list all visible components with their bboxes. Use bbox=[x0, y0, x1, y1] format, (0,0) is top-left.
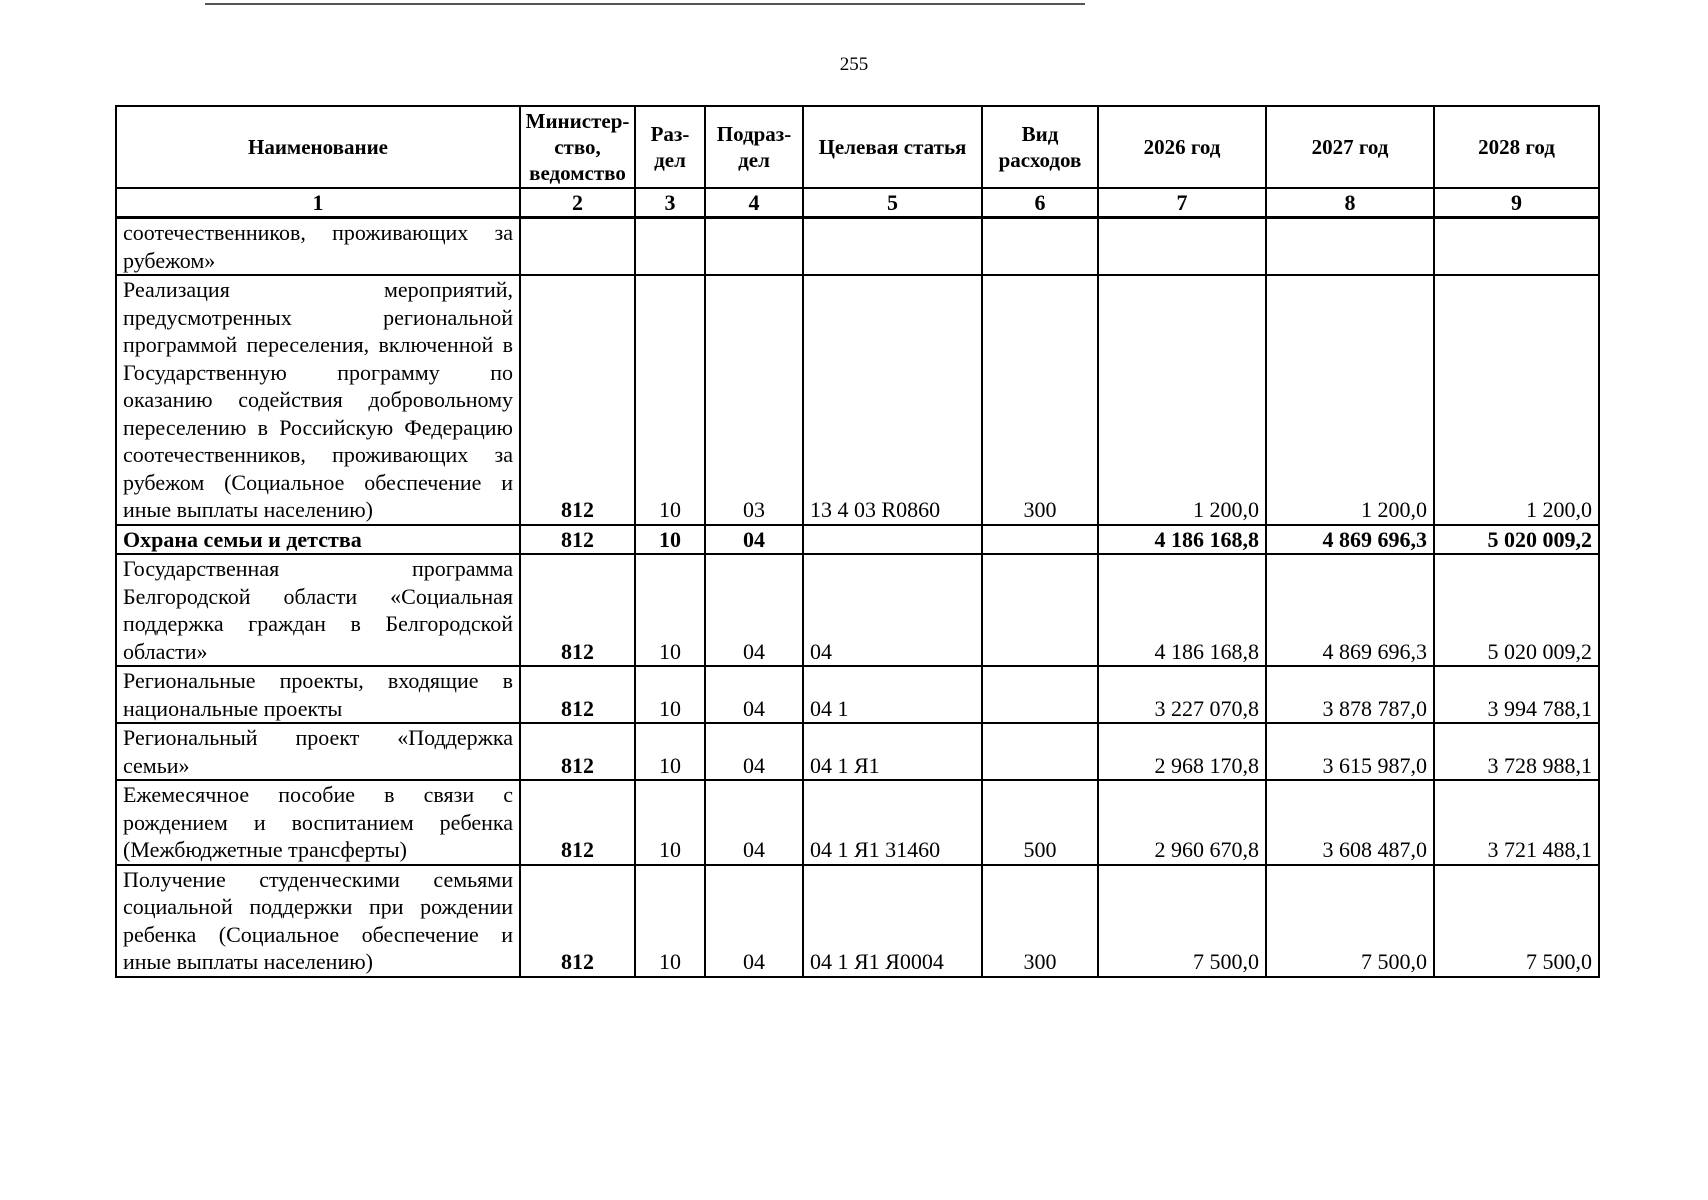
row-subsection: 03 bbox=[705, 275, 803, 525]
row-name: Получение студенческими семьями социальной поддержки при рождении ребенка (Социальное обеспечение и иные выплаты населению) bbox=[116, 865, 520, 977]
top-rule bbox=[205, 3, 1085, 5]
row-ministry bbox=[520, 218, 635, 276]
row-2028: 5 020 009,2 bbox=[1434, 525, 1599, 555]
row-2027: 4 869 696,3 bbox=[1266, 525, 1434, 555]
column-number: 6 bbox=[982, 188, 1098, 218]
table-row bbox=[116, 723, 1599, 780]
column-number: 9 bbox=[1434, 188, 1599, 218]
column-number: 4 bbox=[705, 188, 803, 218]
row-target: 04 bbox=[803, 554, 982, 666]
row-name: соотечественников, проживающих за рубежом» bbox=[116, 218, 520, 276]
header-row bbox=[116, 106, 1599, 188]
row-subsection: 04 bbox=[705, 723, 803, 780]
row-name: Реализация мероприятий, предусмотренных региональной программой переселения, включенной в Государственную программу по оказанию содействия добровольному переселению в Российскую Федерацию соотечественников, проживающих за рубежом (Социальное обеспечение и иные выплаты населению) bbox=[116, 275, 520, 525]
table-row bbox=[116, 865, 1599, 977]
row-2028 bbox=[1434, 218, 1599, 276]
row-section: 10 bbox=[635, 275, 705, 525]
row-2026: 1 200,0 bbox=[1098, 275, 1266, 525]
row-section: 10 bbox=[635, 780, 705, 865]
header-2027: 2027 год bbox=[1266, 106, 1434, 188]
row-name: Ежемесячное пособие в связи с рождением и воспитанием ребенка (Межбюджетные трансферты) bbox=[116, 780, 520, 865]
row-type: 300 bbox=[982, 275, 1098, 525]
row-name: Региональный проект «Поддержка семьи» bbox=[116, 723, 520, 780]
column-number: 2 bbox=[520, 188, 635, 218]
row-2027: 3 608 487,0 bbox=[1266, 780, 1434, 865]
row-target: 04 1 Я1 31460 bbox=[803, 780, 982, 865]
row-ministry: 812 bbox=[520, 780, 635, 865]
row-section: 10 bbox=[635, 723, 705, 780]
row-type: 500 bbox=[982, 780, 1098, 865]
row-2026: 2 968 170,8 bbox=[1098, 723, 1266, 780]
row-2026: 7 500,0 bbox=[1098, 865, 1266, 977]
row-type bbox=[982, 723, 1098, 780]
table-row bbox=[116, 780, 1599, 865]
row-ministry: 812 bbox=[520, 275, 635, 525]
row-subsection: 04 bbox=[705, 554, 803, 666]
table-row bbox=[116, 218, 1599, 276]
column-number: 7 bbox=[1098, 188, 1266, 218]
row-2028: 3 728 988,1 bbox=[1434, 723, 1599, 780]
row-2027: 3 878 787,0 bbox=[1266, 666, 1434, 723]
table-row-section bbox=[116, 525, 1599, 555]
row-section bbox=[635, 218, 705, 276]
row-section: 10 bbox=[635, 666, 705, 723]
budget-table bbox=[115, 105, 1600, 978]
row-name: Региональные проекты, входящие в национальные проекты bbox=[116, 666, 520, 723]
row-2027: 3 615 987,0 bbox=[1266, 723, 1434, 780]
row-2028: 7 500,0 bbox=[1434, 865, 1599, 977]
row-ministry: 812 bbox=[520, 554, 635, 666]
row-2027: 1 200,0 bbox=[1266, 275, 1434, 525]
row-2028: 1 200,0 bbox=[1434, 275, 1599, 525]
row-target: 04 1 bbox=[803, 666, 982, 723]
row-subsection: 04 bbox=[705, 780, 803, 865]
table-row bbox=[116, 275, 1599, 525]
row-type bbox=[982, 218, 1098, 276]
row-name: Государственная программа Белгородской области «Социальная поддержка граждан в Белгородской области» bbox=[116, 554, 520, 666]
row-2026: 4 186 168,8 bbox=[1098, 554, 1266, 666]
row-2028: 3 994 788,1 bbox=[1434, 666, 1599, 723]
header-section: Раз-дел bbox=[635, 106, 705, 188]
row-2027: 7 500,0 bbox=[1266, 865, 1434, 977]
page-number: 255 bbox=[839, 54, 869, 75]
column-number: 1 bbox=[116, 188, 520, 218]
row-subsection: 04 bbox=[705, 525, 803, 555]
row-subsection: 04 bbox=[705, 666, 803, 723]
row-type: 300 bbox=[982, 865, 1098, 977]
row-2026: 3 227 070,8 bbox=[1098, 666, 1266, 723]
row-2026: 4 186 168,8 bbox=[1098, 525, 1266, 555]
column-number: 8 bbox=[1266, 188, 1434, 218]
row-type bbox=[982, 525, 1098, 555]
row-subsection: 04 bbox=[705, 865, 803, 977]
header-target: Целевая статья bbox=[803, 106, 982, 188]
row-type bbox=[982, 666, 1098, 723]
header-2026: 2026 год bbox=[1098, 106, 1266, 188]
row-target bbox=[803, 218, 982, 276]
row-type bbox=[982, 554, 1098, 666]
row-section: 10 bbox=[635, 865, 705, 977]
row-section: 10 bbox=[635, 525, 705, 555]
header-ministry: Министер-ство, ведомство bbox=[520, 106, 635, 188]
row-target: 04 1 Я1 bbox=[803, 723, 982, 780]
row-2026: 2 960 670,8 bbox=[1098, 780, 1266, 865]
row-2027 bbox=[1266, 218, 1434, 276]
row-name: Охрана семьи и детства bbox=[116, 525, 520, 555]
row-target: 13 4 03 R0860 bbox=[803, 275, 982, 525]
row-subsection bbox=[705, 218, 803, 276]
table-row bbox=[116, 554, 1599, 666]
row-ministry: 812 bbox=[520, 525, 635, 555]
header-2028: 2028 год bbox=[1434, 106, 1599, 188]
column-number: 5 bbox=[803, 188, 982, 218]
row-section: 10 bbox=[635, 554, 705, 666]
row-target: 04 1 Я1 Я0004 bbox=[803, 865, 982, 977]
row-ministry: 812 bbox=[520, 666, 635, 723]
row-2028: 3 721 488,1 bbox=[1434, 780, 1599, 865]
row-2026 bbox=[1098, 218, 1266, 276]
column-number-row bbox=[116, 188, 1599, 218]
row-2028: 5 020 009,2 bbox=[1434, 554, 1599, 666]
header-name: Наименование bbox=[116, 106, 520, 188]
table-row bbox=[116, 666, 1599, 723]
row-ministry: 812 bbox=[520, 865, 635, 977]
row-2027: 4 869 696,3 bbox=[1266, 554, 1434, 666]
column-number: 3 bbox=[635, 188, 705, 218]
row-ministry: 812 bbox=[520, 723, 635, 780]
header-type: Вид расходов bbox=[982, 106, 1098, 188]
header-subsection: Подраз-дел bbox=[705, 106, 803, 188]
row-target bbox=[803, 525, 982, 555]
